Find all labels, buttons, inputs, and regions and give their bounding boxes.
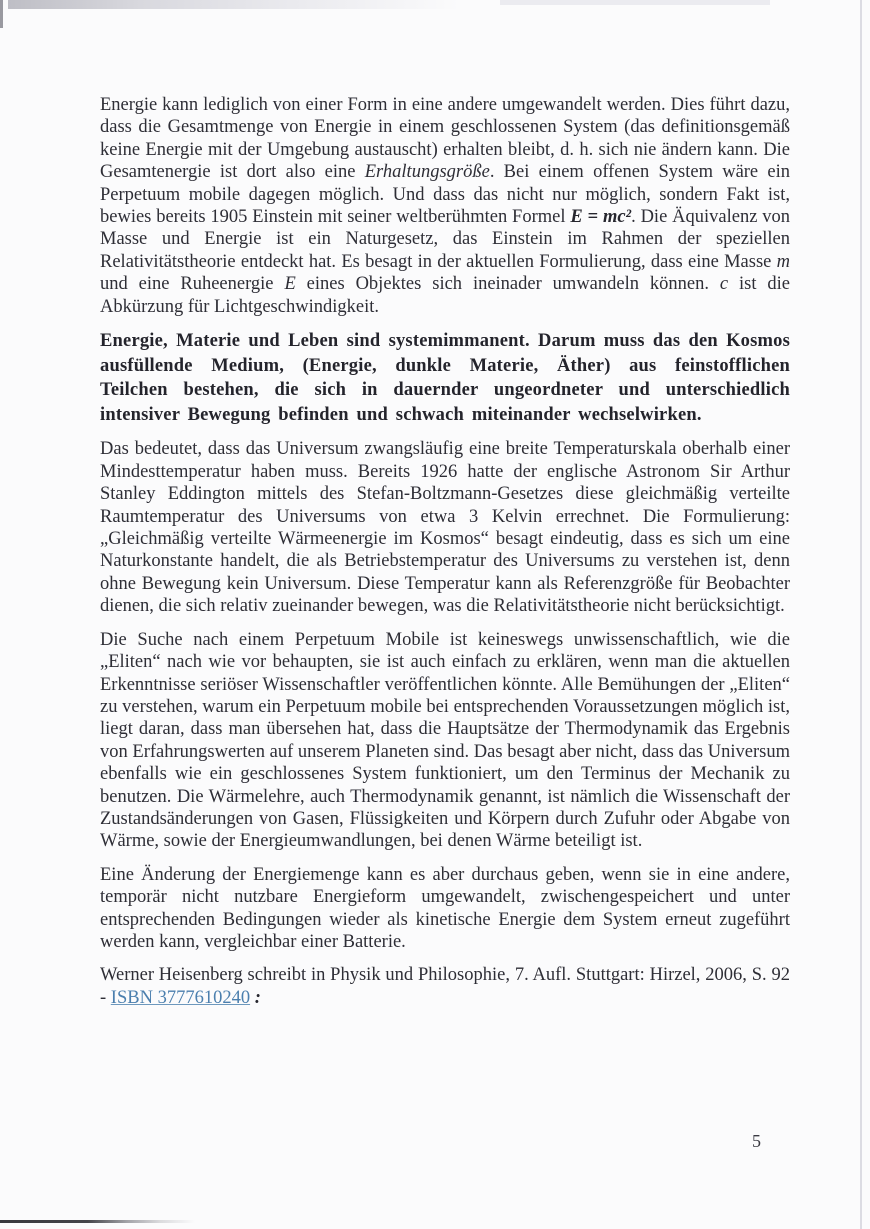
text-segment: ist die Abkürzung für Lichtgeschwindigkeit. [100, 274, 790, 317]
isbn-link[interactable]: ISBN 3777610240 [110, 987, 251, 1008]
text-segment: . Die Äquivalenz von Masse und Energie ist ein Naturgesetz, das Einstein im Rahmen der speziellen Relativitätstheorie entdeckt hat. Es besagt in der aktuellen Formulierung, dass eine Masse [100, 207, 790, 272]
text-segment: Energie, Materie und Leben sind systemimmanent. Darum muss das den Kosmos ausfüllende Medium, (Energie, dunkle Materie, Äther) aus feinstofflichen Teilchen bestehen, die sich in dauernder ungeordneter und unterschiedlich intensiver Bewegung befinden und schwach miteinander wechselwirken. [100, 331, 790, 425]
text-segment: Das bedeutet, dass das Universum zwangsläufig eine breite Temperaturskala oberhalb einer Mindesttemperatur haben muss. Bereits 1926 hatte der englische Astronom Sir Arthur Stanley Eddington mittels des Stefan-Boltzmann-Gesetzes diese gleichmäßig verteilte Raumtemperatur des Universums von etwa 3 Kelvin errechnet. Die Formulierung: „Gleichmäßig verteilte Wärmeenergie im Kosmos“ besagt eindeutig, dass es sich um eine Naturkonstante handelt, die als Betriebstemperatur des Universums zu verstehen ist, denn ohne Bewegung kein Universum. Diese Temperatur kann als Referenzgröße für Beobachter dienen, die sich relativ zueinander bewegen, was die Relativitätstheorie nicht berücksichtigt. [100, 439, 790, 617]
scan-artifact-left-edge [0, 0, 3, 28]
text-segment-i: Erhaltungsgröße [364, 162, 490, 183]
text-segment-bi: E = mc² [570, 207, 632, 228]
paragraph-energy-change [100, 864, 790, 954]
paragraph-perpetuum-mobile [100, 629, 790, 853]
paragraph-energy-conservation [100, 94, 790, 318]
text-segment: und eine Ruheenergie [100, 274, 285, 295]
document-body [100, 94, 790, 1020]
text-segment: Eine Änderung der Energiemenge kann es aber durchaus geben, wenn sie in eine andere, temporär nicht nutzbare Energieform umgewandelt, zwischengespeichert und unter entsprechenden Bedingungen wieder als kinetische Energie dem System erneut zugeführt werden kann, vergleichbar einer Batterie. [100, 864, 790, 952]
text-segment-i: m [776, 251, 790, 272]
paragraph-heisenberg-citation [100, 964, 790, 1009]
text-segment-i: E [284, 274, 296, 295]
text-segment-i: c [719, 274, 729, 295]
scan-artifact-bottom-line [0, 1220, 195, 1223]
text-segment: Energie kann lediglich von einer Form in eine andere umgewandelt werden. Dies führt dazu, dass die Gesamtmenge von Energie in einem geschlossenen System (das definitionsgemäß keine Energie mit der Umgebung austauscht) erhalten bleibt, d. h. sich nie ändern kann. Die Gesamtenergie ist dort also eine [100, 95, 790, 183]
scan-artifact-top-smudge-right [500, 0, 770, 5]
text-segment: eines Objektes sich ineinader umwandeln können. [295, 274, 720, 295]
paragraph-temperature [100, 438, 790, 617]
scan-artifact-right-edge [860, 0, 862, 1229]
text-segment: Die Suche nach einem Perpetuum Mobile ist keineswegs unwissenschaftlich, wie die „Eliten“ nach wie vor behaupten, sie ist auch einfach zu erklären, wenn man die aktuellen Erkenntnisse seriöser Wissenschaftler veröffentlichen könnte. Alle Bemühungen der „Eliten“ zu verstehen, warum ein Perpetuum mobile bei entsprechenden Voraussetzungen möglich ist, liegt daran, dass man übersehen hat, dass die Hauptsätze der Thermodynamik das Ergebnis von Erfahrungswerten auf unserem Planeten sind. Das besagt aber nicht, dass das Universum ebenfalls wie ein geschlossenes System funktioniert, um den Terminus der Mechanik zu benutzen. Die Wärmelehre, auch Thermodynamik genannt, ist nämlich die Wissenschaft der Zustandsänderungen von Gasen, Flüssigkeiten und Körpern durch Zufuhr oder Abgabe von Wärme, sowie der Energieumwandlungen, bei denen Wärme beteiligt ist. [100, 629, 790, 852]
page-number: 5 [752, 1131, 761, 1151]
text-segment: Werner Heisenberg schreibt in Physik und Philosophie, 7. Aufl. Stuttgart: Hirzel, 2006, S. 92 - [100, 965, 790, 1008]
scan-artifact-top-smudge [8, 0, 460, 9]
paragraph-bold-thesis [100, 329, 790, 427]
text-segment: . Bei einem offenen System wäre ein Perpetuum mobile dagegen möglich. Und dass das nicht nur möglich, sondern Fakt ist, bewies bereits 1905 Einstein mit seiner weltberühmten Formel [100, 162, 790, 228]
text-segment-bi: : [250, 987, 261, 1008]
